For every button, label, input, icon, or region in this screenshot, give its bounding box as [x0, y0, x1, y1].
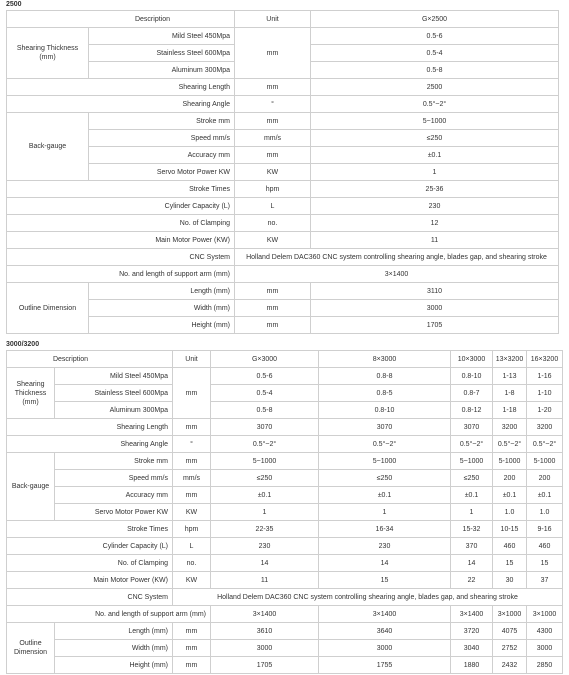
unit-cell: mm	[173, 368, 211, 419]
value-cell: 2432	[493, 657, 527, 674]
value-cell: 460	[493, 538, 527, 555]
row-label: Accuracy mm	[55, 487, 173, 504]
value-cell: ±0.1	[319, 487, 451, 504]
value-cell: 3×1400	[319, 606, 451, 623]
value-cell: 3640	[319, 623, 451, 640]
value-cell: 0.5°~2°	[527, 436, 563, 453]
value-cell: 4075	[493, 623, 527, 640]
header-unit: Unit	[173, 351, 211, 368]
unit-cell: mm	[235, 79, 311, 96]
value-cell: 3×1000	[493, 606, 527, 623]
value-cell: 1880	[451, 657, 493, 674]
group-label-thickness: Shearing Thickness (mm)	[7, 28, 89, 79]
value-cell: Holland Delem DAC360 CNC system controlling shearing angle, blades gap, and shearing stroke	[173, 589, 563, 606]
row-label: Stainless Steel 600Mpa	[55, 385, 173, 402]
unit-cell: mm	[235, 28, 311, 79]
table-row	[7, 351, 563, 368]
value-cell: 22-35	[211, 521, 319, 538]
value-cell: 3200	[493, 419, 527, 436]
value-cell: 3610	[211, 623, 319, 640]
value-cell: 3720	[451, 623, 493, 640]
row-label: Shearing Length	[7, 79, 235, 96]
header-model: 10×3000	[451, 351, 493, 368]
group-label-outline: Outline Dimension	[7, 623, 55, 674]
row-label: Stroke Times	[7, 181, 235, 198]
value-cell: 0.8-12	[451, 402, 493, 419]
unit-cell: KW	[235, 232, 311, 249]
value-cell: 0.8-7	[451, 385, 493, 402]
table-row	[7, 385, 563, 402]
value-cell: 230	[319, 538, 451, 555]
table-row	[7, 317, 559, 334]
row-label: Main Motor Power (KW)	[7, 232, 235, 249]
header-model: G×3000	[211, 351, 319, 368]
group-label-thickness: Shearing Thickness (mm)	[7, 368, 55, 419]
value-cell: ≤250	[211, 470, 319, 487]
value-cell: 15-32	[451, 521, 493, 538]
table-row	[7, 96, 559, 113]
value-cell: 5~1000	[319, 453, 451, 470]
table-row	[7, 436, 563, 453]
value-cell: 5~1000	[311, 113, 559, 130]
value-cell: 3×1400	[235, 266, 559, 283]
row-label: Mild Steel 450Mpa	[89, 28, 235, 45]
table-row	[7, 657, 563, 674]
value-cell: 3000	[319, 640, 451, 657]
row-label: Servo Motor Power KW	[55, 504, 173, 521]
value-cell: 0.5-8	[311, 62, 559, 79]
value-cell: 1-18	[493, 402, 527, 419]
unit-cell: mm	[235, 113, 311, 130]
value-cell: 37	[527, 572, 563, 589]
value-cell: 16-34	[319, 521, 451, 538]
value-cell: 11	[311, 232, 559, 249]
table-row	[7, 555, 563, 572]
table-row	[7, 470, 563, 487]
value-cell: 30	[493, 572, 527, 589]
table-row	[7, 11, 559, 28]
row-label: Speed mm/s	[55, 470, 173, 487]
value-cell: 1-16	[527, 368, 563, 385]
value-cell: 2500	[311, 79, 559, 96]
table-row	[7, 130, 559, 147]
value-cell: 0.5-4	[311, 45, 559, 62]
row-label: Height (mm)	[89, 317, 235, 334]
value-cell: 1	[311, 164, 559, 181]
value-cell: 1-8	[493, 385, 527, 402]
value-cell: 15	[319, 572, 451, 589]
value-cell: 1-13	[493, 368, 527, 385]
value-cell: 0.5°~2°	[451, 436, 493, 453]
value-cell: 15	[493, 555, 527, 572]
value-cell: 1-10	[527, 385, 563, 402]
value-cell: 14	[211, 555, 319, 572]
section-title-3000-3200: 3000/3200	[6, 341, 40, 348]
unit-cell: mm	[173, 623, 211, 640]
group-label-outline: Outline Dimension	[7, 283, 89, 334]
row-label: Aluminum 300Mpa	[89, 62, 235, 79]
value-cell: 12	[311, 215, 559, 232]
value-cell: 3000	[211, 640, 319, 657]
table-row	[7, 283, 559, 300]
spec-table-3000-3200	[6, 350, 563, 674]
value-cell: 5~1000	[451, 453, 493, 470]
row-label: Stroke Times	[7, 521, 173, 538]
row-label: Cylinder Capacity (L)	[7, 538, 173, 555]
section-title-2500: 2500	[6, 1, 22, 8]
value-cell: 3×1400	[451, 606, 493, 623]
value-cell: 3000	[311, 300, 559, 317]
table-row	[7, 589, 563, 606]
value-cell: 1	[319, 504, 451, 521]
value-cell: 14	[451, 555, 493, 572]
table-row	[7, 504, 563, 521]
value-cell: 1.0	[493, 504, 527, 521]
value-cell: 370	[451, 538, 493, 555]
row-label: Shearing Angle	[7, 436, 173, 453]
value-cell: 0.5-4	[211, 385, 319, 402]
header-model: G×2500	[311, 11, 559, 28]
value-cell: 0.5-8	[211, 402, 319, 419]
row-label: Length (mm)	[89, 283, 235, 300]
value-cell: ±0.1	[493, 487, 527, 504]
value-cell: 3×1000	[527, 606, 563, 623]
table-row	[7, 232, 559, 249]
row-label: Main Motor Power (KW)	[7, 572, 173, 589]
value-cell: 3000	[527, 640, 563, 657]
value-cell: 0.5°~2°	[319, 436, 451, 453]
spec-table-2500	[6, 10, 559, 334]
unit-cell: mm	[235, 300, 311, 317]
header-model: 13×3200	[493, 351, 527, 368]
value-cell: 0.8-10	[319, 402, 451, 419]
unit-cell: mm	[235, 317, 311, 334]
unit-cell: mm	[235, 283, 311, 300]
value-cell: 1	[211, 504, 319, 521]
value-cell: 10-15	[493, 521, 527, 538]
header-description: Description	[7, 11, 235, 28]
value-cell: 1.0	[527, 504, 563, 521]
value-cell: 3×1400	[211, 606, 319, 623]
value-cell: ≤250	[311, 130, 559, 147]
table-row	[7, 368, 563, 385]
value-cell: 1705	[311, 317, 559, 334]
unit-cell: mm/s	[235, 130, 311, 147]
table-row	[7, 538, 563, 555]
value-cell: 3070	[319, 419, 451, 436]
header-model: 16×3200	[527, 351, 563, 368]
table-row	[7, 402, 563, 419]
row-label: No. of Clamping	[7, 215, 235, 232]
unit-cell: KW	[173, 504, 211, 521]
unit-cell: °	[173, 436, 211, 453]
header-unit: Unit	[235, 11, 311, 28]
row-label: Servo Motor Power KW	[89, 164, 235, 181]
unit-cell: no.	[173, 555, 211, 572]
row-label: Height (mm)	[55, 657, 173, 674]
unit-cell: KW	[173, 572, 211, 589]
value-cell: 5-1000	[527, 453, 563, 470]
value-cell: 0.8-8	[319, 368, 451, 385]
value-cell: 3070	[211, 419, 319, 436]
unit-cell: mm	[173, 419, 211, 436]
value-cell: 200	[493, 470, 527, 487]
value-cell: 0.5-6	[211, 368, 319, 385]
value-cell: ±0.1	[451, 487, 493, 504]
value-cell: 9-16	[527, 521, 563, 538]
value-cell: 3110	[311, 283, 559, 300]
table-row	[7, 623, 563, 640]
row-label: No. of Clamping	[7, 555, 173, 572]
row-label: Mild Steel 450Mpa	[55, 368, 173, 385]
table-row	[7, 419, 563, 436]
table-row	[7, 249, 559, 266]
value-cell: 0.5°~2°	[493, 436, 527, 453]
value-cell: 1705	[211, 657, 319, 674]
unit-cell: mm	[173, 657, 211, 674]
table-row	[7, 79, 559, 96]
table-row	[7, 164, 559, 181]
value-cell: 15	[527, 555, 563, 572]
table-row	[7, 266, 559, 283]
value-cell: 200	[527, 470, 563, 487]
unit-cell: mm	[173, 487, 211, 504]
row-label: CNC System	[7, 249, 235, 266]
row-label: Shearing Length	[7, 419, 173, 436]
value-cell: 22	[451, 572, 493, 589]
unit-cell: no.	[235, 215, 311, 232]
table-row	[7, 300, 559, 317]
table-row	[7, 113, 559, 130]
header-model: 8×3000	[319, 351, 451, 368]
unit-cell: °	[235, 96, 311, 113]
row-label: Width (mm)	[55, 640, 173, 657]
value-cell: ±0.1	[527, 487, 563, 504]
row-label: No. and length of support arm (mm)	[7, 606, 211, 623]
table-row	[7, 198, 559, 215]
row-label: Cylinder Capacity (L)	[7, 198, 235, 215]
unit-cell: hpm	[173, 521, 211, 538]
row-label: Aluminum 300Mpa	[55, 402, 173, 419]
value-cell: 1	[451, 504, 493, 521]
table-row	[7, 640, 563, 657]
row-label: Width (mm)	[89, 300, 235, 317]
unit-cell: L	[235, 198, 311, 215]
value-cell: 3040	[451, 640, 493, 657]
value-cell: 0.8-10	[451, 368, 493, 385]
unit-cell: mm/s	[173, 470, 211, 487]
value-cell: ±0.1	[211, 487, 319, 504]
value-cell: 0.8-5	[319, 385, 451, 402]
table-row	[7, 453, 563, 470]
value-cell: 1-20	[527, 402, 563, 419]
row-label: Speed mm/s	[89, 130, 235, 147]
value-cell: 230	[311, 198, 559, 215]
header-description: Description	[7, 351, 173, 368]
value-cell: 230	[211, 538, 319, 555]
row-label: Length (mm)	[55, 623, 173, 640]
unit-cell: KW	[235, 164, 311, 181]
value-cell: 11	[211, 572, 319, 589]
row-label: Stroke mm	[89, 113, 235, 130]
value-cell: 3070	[451, 419, 493, 436]
row-label: Stroke mm	[55, 453, 173, 470]
value-cell: 4300	[527, 623, 563, 640]
value-cell: ±0.1	[311, 147, 559, 164]
value-cell: 2752	[493, 640, 527, 657]
table-row	[7, 215, 559, 232]
value-cell: 0.5-6	[311, 28, 559, 45]
value-cell: 1755	[319, 657, 451, 674]
value-cell: 14	[319, 555, 451, 572]
table-row	[7, 28, 559, 45]
group-label-backgauge: Back-gauge	[7, 453, 55, 521]
group-label-backgauge: Back-gauge	[7, 113, 89, 181]
row-label: No. and length of support arm (mm)	[7, 266, 235, 283]
unit-cell: mm	[235, 147, 311, 164]
value-cell: 0.5°~2°	[311, 96, 559, 113]
row-label: Accuracy mm	[89, 147, 235, 164]
value-cell: 5-1000	[493, 453, 527, 470]
value-cell: 460	[527, 538, 563, 555]
table-row	[7, 572, 563, 589]
table-row	[7, 521, 563, 538]
value-cell: 25-36	[311, 181, 559, 198]
value-cell: ≤250	[451, 470, 493, 487]
unit-cell: mm	[173, 453, 211, 470]
table-row	[7, 606, 563, 623]
value-cell: 3200	[527, 419, 563, 436]
unit-cell: hpm	[235, 181, 311, 198]
row-label: CNC System	[7, 589, 173, 606]
table-row	[7, 487, 563, 504]
value-cell: ≤250	[319, 470, 451, 487]
value-cell: Holland Delem DAC360 CNC system controlling shearing angle, blades gap, and shearing stroke	[235, 249, 559, 266]
value-cell: 2850	[527, 657, 563, 674]
row-label: Stainless Steel 600Mpa	[89, 45, 235, 62]
value-cell: 0.5°~2°	[211, 436, 319, 453]
value-cell: 5~1000	[211, 453, 319, 470]
table-row	[7, 181, 559, 198]
unit-cell: L	[173, 538, 211, 555]
row-label: Shearing Angle	[7, 96, 235, 113]
table-row	[7, 147, 559, 164]
unit-cell: mm	[173, 640, 211, 657]
